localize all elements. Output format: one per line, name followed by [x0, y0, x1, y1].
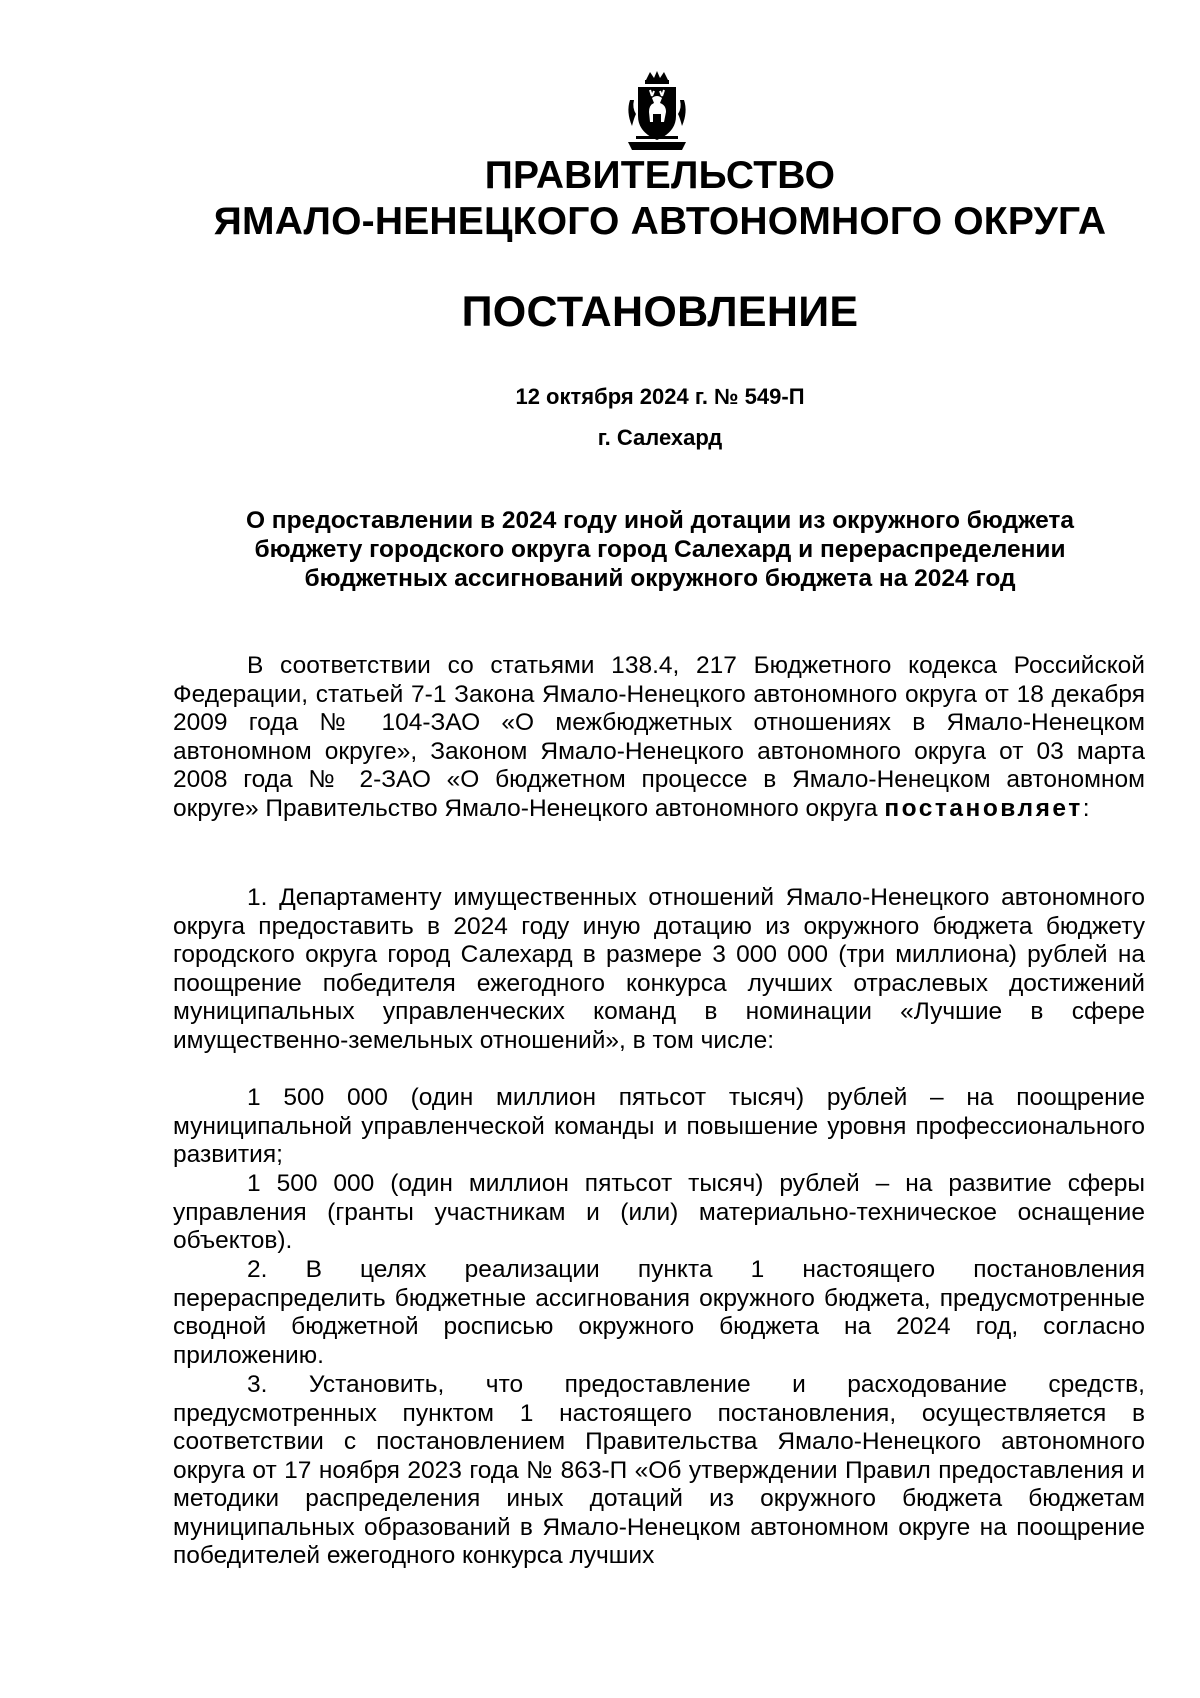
clause-3-text: 3. Установить, что предоставление и расходование средств, предусмотренных пунктом 1 настоящего постановления, осуществляется в соответствии с постановлением Правительства Ямало-Ненецкого автономного округа от 17 ноября 2023 года № 863-П «Об утверждении Правил предоставления и методики распределения иных дотаций из окружного бюджета бюджетам муниципальных образований в Ямало-Ненецком автономном округе на поощрение победителей ежегодного конкурса лучших — [173, 1371, 1145, 1569]
subject-line-1: О предоставлении в 2024 году иной дотации из окружного бюджета — [245, 507, 1075, 534]
clause-1-subitem-1 — [173, 1084, 1145, 1170]
clause-2 — [173, 1256, 1145, 1370]
clause-1-subitem-1-text: 1 500 000 (один миллион пятьсот тысяч) рублей – на поощрение муниципальной управленческой команды и повышение уровня профессионального развития; — [173, 1084, 1145, 1168]
preamble-paragraph — [173, 652, 1145, 823]
decree-word: постановляет — [884, 794, 1083, 822]
decree-colon: : — [1082, 794, 1090, 822]
clause-3 — [173, 1371, 1145, 1571]
preamble-text: В соответствии со статьями 138.4, 217 Бюджетного кодекса Российской Федерации, статьей 7-1 Закона Ямало-Ненецкого автономного округа от 18 декабря 2009 года № 104-ЗАО «О межбюджетных отношениях в Ямало-Ненецком автономном округе», Законом Ямало-Ненецкого автономного округа от 03 марта 2008 года № 2-ЗАО «О бюджетном процессе в Ямало-Ненецком автономном округе» Правительство Ямало-Ненецкого автономного округа — [173, 652, 1145, 822]
document-date-number: 12 октября 2024 г. № 549-П — [515, 384, 805, 409]
document-place: г. Салехард — [597, 425, 723, 450]
document-subject — [170, 506, 1150, 593]
subject-line-2: бюджету городского округа город Салехард и перераспределении — [254, 536, 1066, 563]
organization-name-line-2: ЯМАЛО-НЕНЕЦКОГО АВТОНОМНОГО ОКРУГА — [213, 200, 1107, 243]
document-type-title: ПОСТАНОВЛЕНИЕ — [461, 288, 859, 336]
clause-1-subitem-2 — [173, 1170, 1145, 1256]
clause-2-text: 2. В целях реализации пункта 1 настоящего постановления перераспределить бюджетные ассигнования окружного бюджета, предусмотренные сводной бюджетной росписью окружного бюджета на 2024 год, согласно приложению. — [173, 1256, 1145, 1369]
clause-1-subitem-2-text: 1 500 000 (один миллион пятьсот тысяч) рублей – на развитие сферы управления (гранты участникам и (или) материально-техническое оснащение объектов). — [173, 1170, 1145, 1254]
clause-1 — [173, 884, 1145, 1055]
clause-1-text: 1. Департаменту имущественных отношений Ямало-Ненецкого автономного округа предоставить в 2024 году иную дотацию из окружного бюджета бюджету городского округа город Салехард в размере 3 000 000 (три миллиона) рублей на поощрение победителя ежегодного конкурса лучших отраслевых достижений муниципальных управленческих команд в номинации «Лучшие в сфере имущественно-земельных отношений», в том числе: — [173, 884, 1145, 1054]
coat-of-arms-emblem-icon — [622, 70, 692, 154]
organization-name-line-1: ПРАВИТЕЛЬСТВО — [484, 154, 836, 197]
subject-line-3: бюджетных ассигнований окружного бюджета на 2024 год — [304, 565, 1016, 592]
